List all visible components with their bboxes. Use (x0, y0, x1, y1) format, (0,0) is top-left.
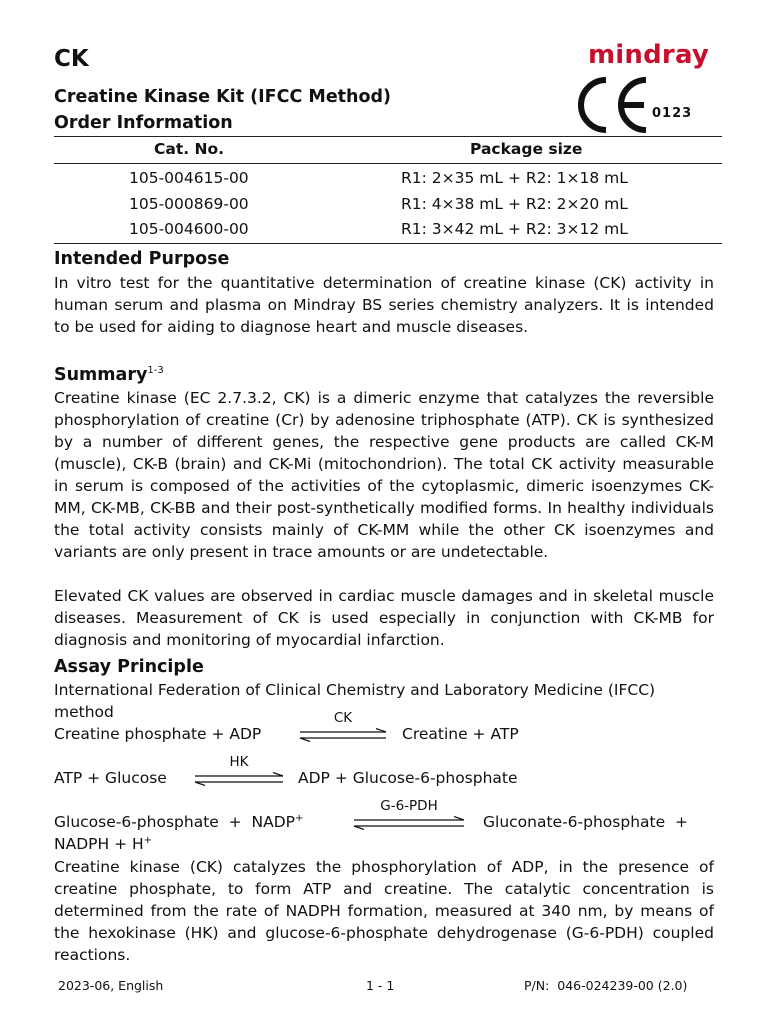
assay-intro-line-2: method (54, 703, 114, 721)
summary-heading (54, 365, 164, 385)
table-header-cat-no: Cat. No. (154, 140, 225, 158)
summary-heading-text: Summary (54, 365, 148, 385)
assay-intro-line-1: International Federation of Clinical Chemistry and Laboratory Medicine (IFCC) (54, 681, 656, 699)
intended-purpose-text: In vitro test for the quantitative determination of creatine kinase (CK) activity in human serum and plasma on Mindray BS series chemistry analyzers. It is intended to be used for aiding to diagnose heart and muscle diseases. (54, 274, 714, 336)
table-cell-cat-no: 105-004600-00 (129, 220, 249, 238)
nadp-charge: + (294, 813, 304, 824)
equilibrium-arrow-icon (298, 728, 390, 742)
reaction-2-enzyme: HK (229, 754, 249, 770)
assay-principle-heading: Assay Principle (54, 657, 204, 677)
reaction-2-reactants: ATP + Glucose (54, 769, 167, 787)
reaction-1-reactants: Creatine phosphate + ADP (54, 725, 262, 743)
brand-wordmark: mindray (588, 40, 710, 70)
summary-reference: 1-3 (147, 365, 164, 377)
reaction-3-reactants (54, 813, 303, 831)
assay-explanation: Creatine kinase (CK) catalyzes the phosphorylation of ADP, in the presence of creatine phosphate, to form ATP and creatine. The catalytic concentration is determined from the rate of NADPH formation, measured at 340 nm, by means of the hexokinase (HK) and glucose-6-phosphate dehydrogenase (G-6-PDH) coupled reactions. (54, 858, 714, 964)
table-cell-package-size: R1: 4×38 mL + R2: 2×20 mL (401, 195, 628, 213)
ce-mark-icon (572, 74, 652, 136)
product-title: Creatine Kinase Kit (IFCC Method) (54, 87, 392, 107)
table-cell-package-size: R1: 2×35 mL + R2: 1×18 mL (401, 169, 628, 187)
table-cell-package-size: R1: 3×42 mL + R2: 3×12 mL (401, 220, 628, 238)
reaction-3-enzyme: G-6-PDH (380, 798, 438, 814)
reaction-3-cont-text: NADPH + H (54, 835, 144, 854)
summary-paragraph-2: Elevated CK values are observed in cardiac muscle damages and in skeletal muscle diseases. Measurement of CK is used especially in conjunction with CK-MB for diagnosis and monitoring of myocardial infarction. (54, 587, 714, 649)
hydrogen-charge: + (143, 835, 153, 846)
table-cell-cat-no: 105-004615-00 (129, 169, 249, 187)
order-information-heading: Order Information (54, 113, 233, 133)
equilibrium-arrow-icon (193, 772, 287, 786)
summary-paragraph-1: Creatine kinase (EC 2.7.3.2, CK) is a dimeric enzyme that catalyzes the reversible phosphorylation of creatine (Cr) by adenosine triphosphate (ATP). CK is synthesized by a number of different genes, the respective gene products are called CK-M (muscle), CK-B (brain) and CK-Mi (mitochondrion). The total CK activity measurable in serum is composed of the activities of the cytoplasmic, dimeric isoenzymes CK-MM, CK-MB, CK-BB and their post-synthetically modified forms. In healthy individuals the total activity consists mainly of CK-MM while the other CK isoenzymes and variants are only present in trace amounts or are undetectable. (54, 389, 714, 561)
table-cell-cat-no: 105-000869-00 (129, 195, 249, 213)
reaction-3-reactants-text: Glucose-6-phosphate + NADP (54, 813, 295, 832)
equilibrium-arrow-icon (352, 816, 468, 830)
reaction-3-products-continued (54, 835, 152, 853)
table-top-rule (54, 136, 722, 137)
table-header-rule (54, 163, 722, 164)
footer-part-number: P/N: 046-024239-00 (2.0) (524, 978, 688, 993)
intended-purpose-heading: Intended Purpose (54, 249, 230, 269)
mindray-logo (570, 40, 710, 132)
reaction-2-products: ADP + Glucose-6-phosphate (298, 769, 518, 787)
reaction-3-products: Gluconate-6-phosphate + (483, 813, 688, 831)
reaction-1-enzyme: CK (333, 710, 353, 726)
product-code: CK (54, 46, 89, 72)
footer-date-language: 2023-06, English (58, 978, 164, 993)
table-bottom-rule (54, 243, 722, 244)
notified-body-number: 0123 (652, 106, 693, 121)
table-header-package-size: Package size (470, 140, 583, 158)
footer-page-number: 1 - 1 (366, 978, 395, 993)
reaction-1-products: Creatine + ATP (402, 725, 519, 743)
